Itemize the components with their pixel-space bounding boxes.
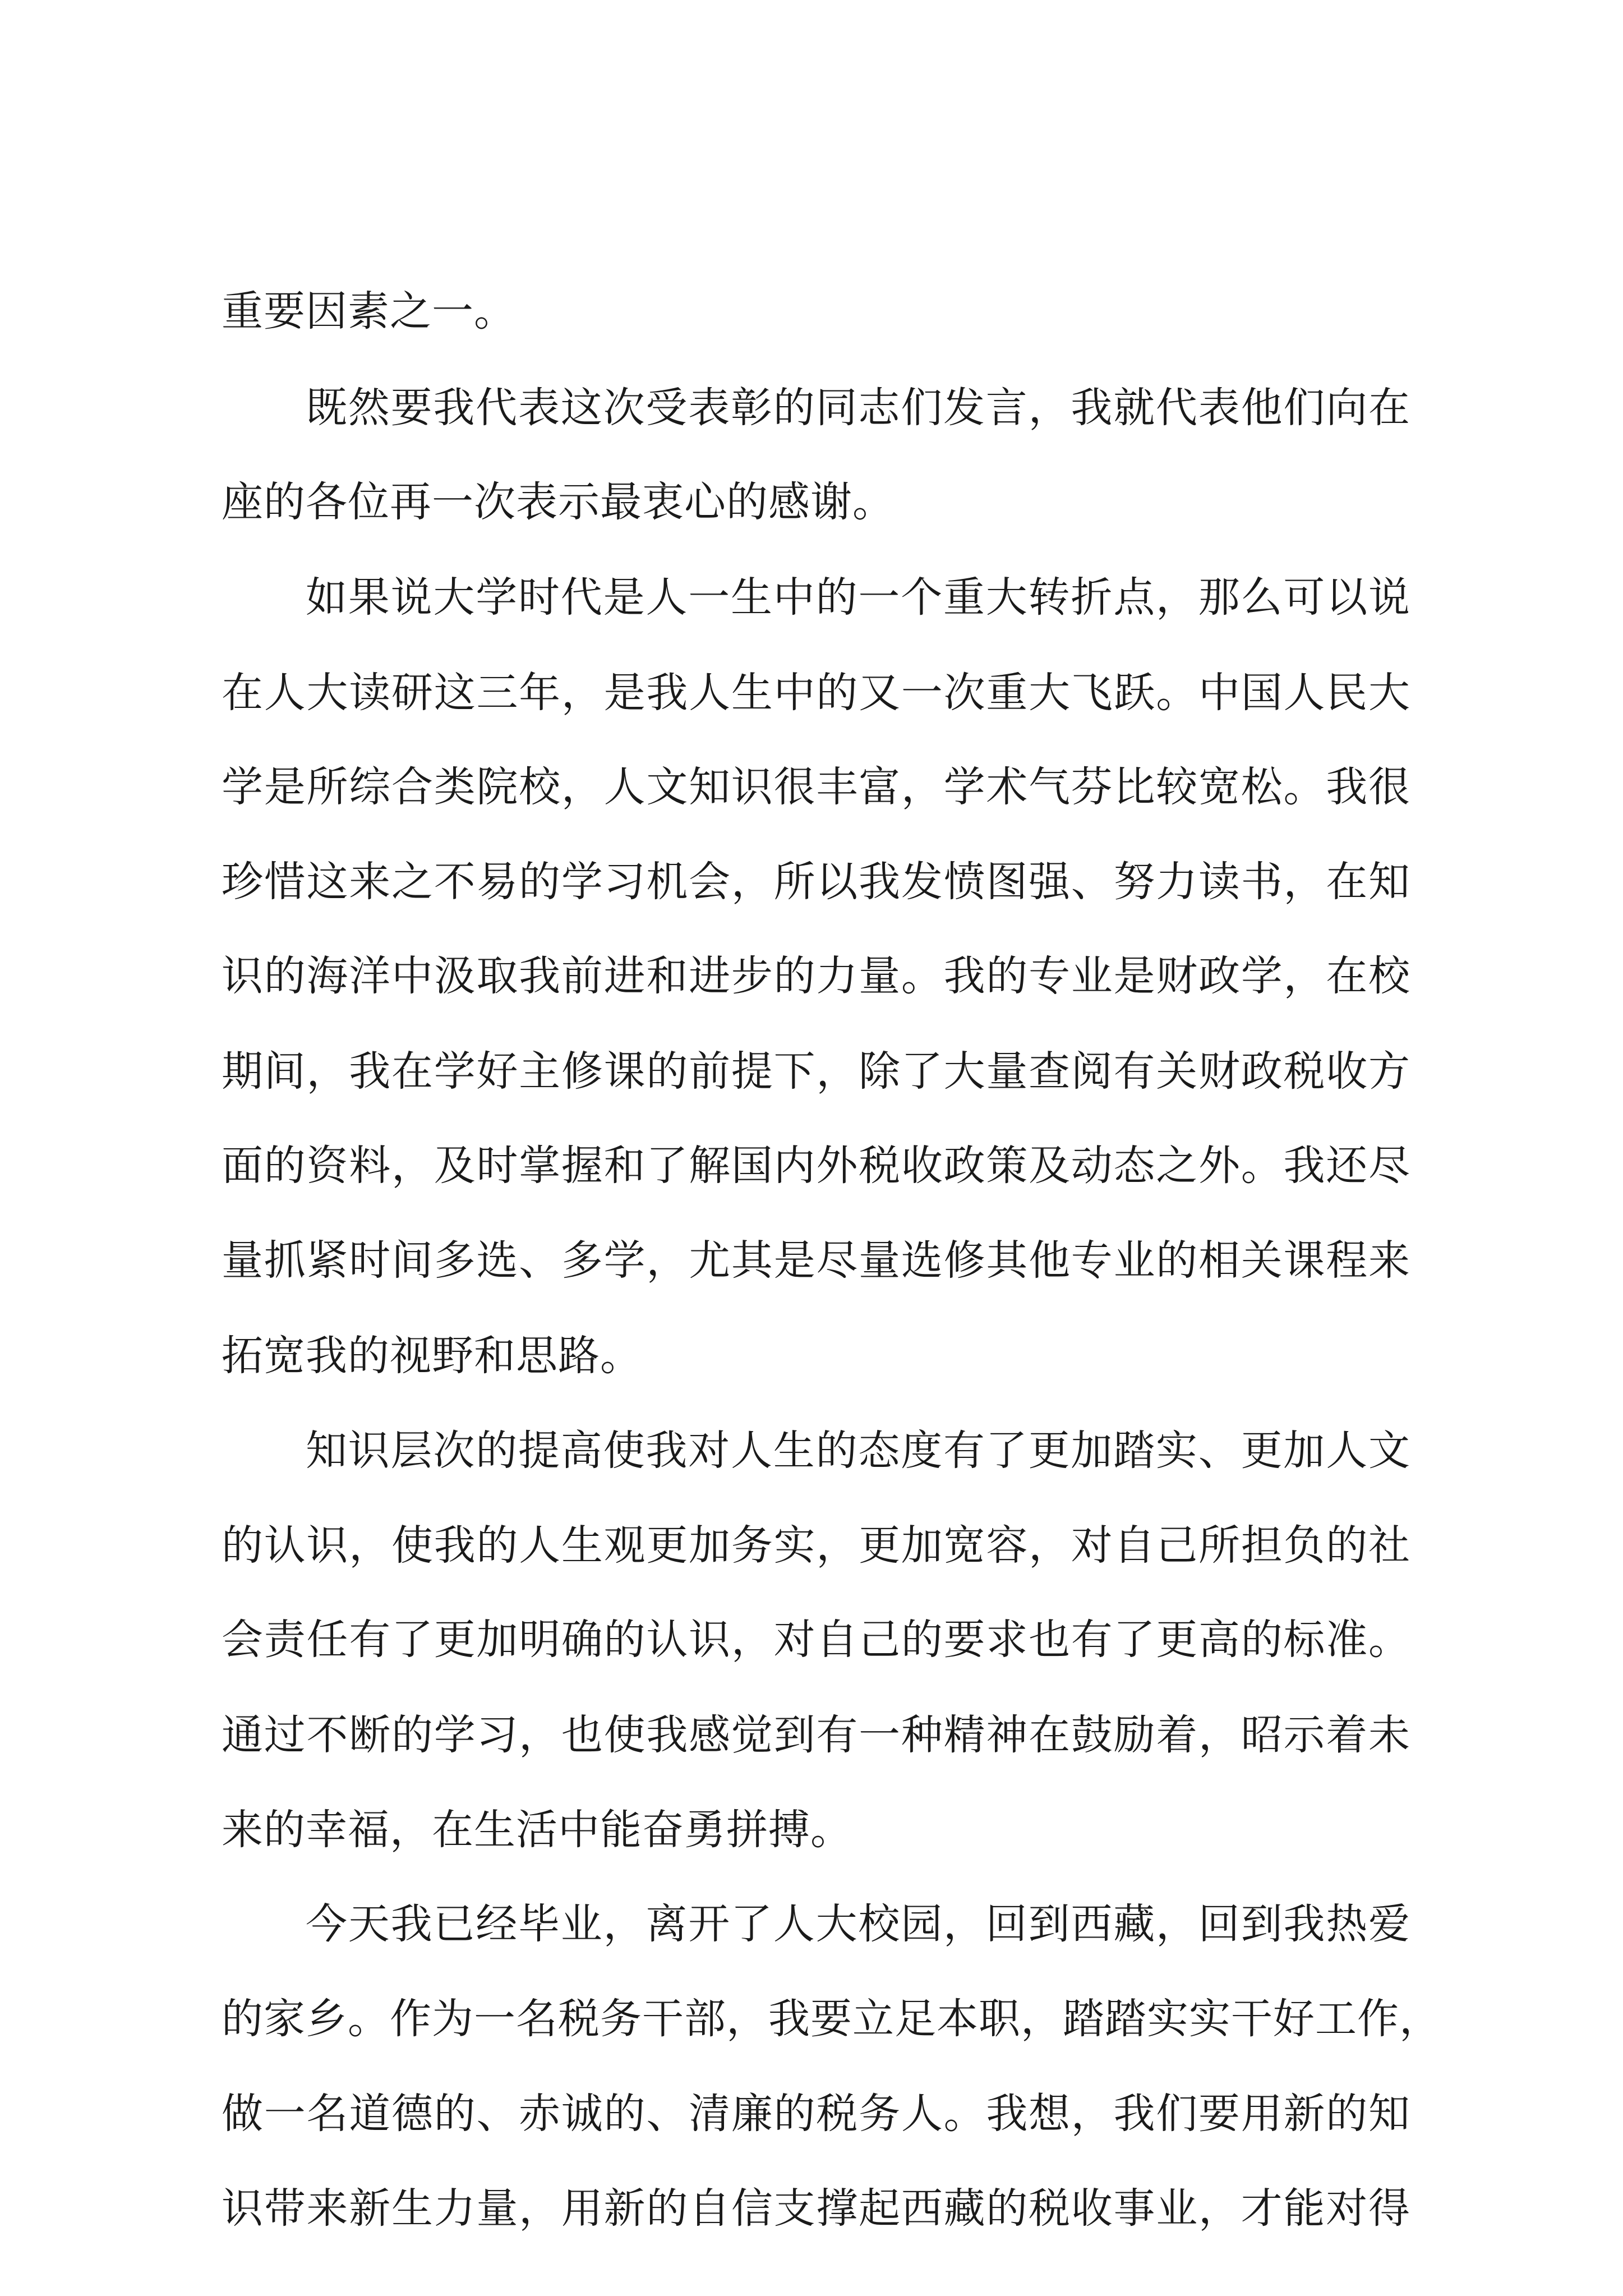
paragraph-line: 来的幸福，在生活中能奋勇拼搏。: [222, 1806, 852, 1854]
paragraph-line: 重要因素之一。: [222, 287, 516, 335]
paragraph-line: 珍惜这来之不易的学习机会，所以我发愤图强、努力读书，在知: [222, 858, 1410, 906]
paragraph-line: 识的海洋中汲取我前进和进步的力量。我的专业是财政学，在校: [222, 952, 1410, 1000]
paragraph-line: 如果说大学时代是人一生中的一个重大转折点，那么可以说: [306, 573, 1410, 622]
paragraph-line: 量抓紧时间多选、多学，尤其是尽量选修其他专业的相关课程来: [222, 1236, 1410, 1285]
paragraph-line: 通过不断的学习，也使我感觉到有一种精神在鼓励着，昭示着未: [222, 1711, 1410, 1759]
paragraph-line: 今天我已经毕业，离开了人大校园，回到西藏，回到我热爱: [306, 1900, 1410, 1948]
paragraph-line: 座的各位再一次表示最衷心的感谢。: [222, 478, 895, 526]
paragraph-line: 的家乡。作为一名税务干部，我要立足本职，踏踏实实干好工作，: [222, 1995, 1441, 2043]
paragraph-line: 的认识，使我的人生观更加务实，更加宽容，对自己所担负的社: [222, 1521, 1410, 1570]
paragraph-line: 在人大读研这三年，是我人生中的又一次重大飞跃。中国人民大: [222, 669, 1410, 717]
paragraph-line: 识带来新生力量，用新的自信支撑起西藏的税收事业，才能对得: [222, 2184, 1410, 2233]
paragraph-line: 做一名道德的、赤诚的、清廉的税务人。我想，我们要用新的知: [222, 2090, 1410, 2138]
paragraph-line: 既然要我代表这次受表彰的同志们发言，我就代表他们向在: [306, 384, 1410, 432]
paragraph-line: 知识层次的提高使我对人生的态度有了更加踏实、更加人文: [306, 1427, 1410, 1475]
paragraph-line: 会责任有了更加明确的认识，对自己的要求也有了更高的标准。: [222, 1616, 1410, 1664]
paragraph-line: 期间，我在学好主修课的前提下，除了大量查阅有关财政税收方: [222, 1047, 1410, 1096]
paragraph-line: 面的资料，及时掌握和了解国内外税收政策及动态之外。我还尽: [222, 1142, 1410, 1190]
paragraph-line: 学是所综合类院校，人文知识很丰富，学术气芬比较宽松。我很: [222, 763, 1410, 811]
paragraph-line: 拓宽我的视野和思路。: [222, 1332, 642, 1380]
